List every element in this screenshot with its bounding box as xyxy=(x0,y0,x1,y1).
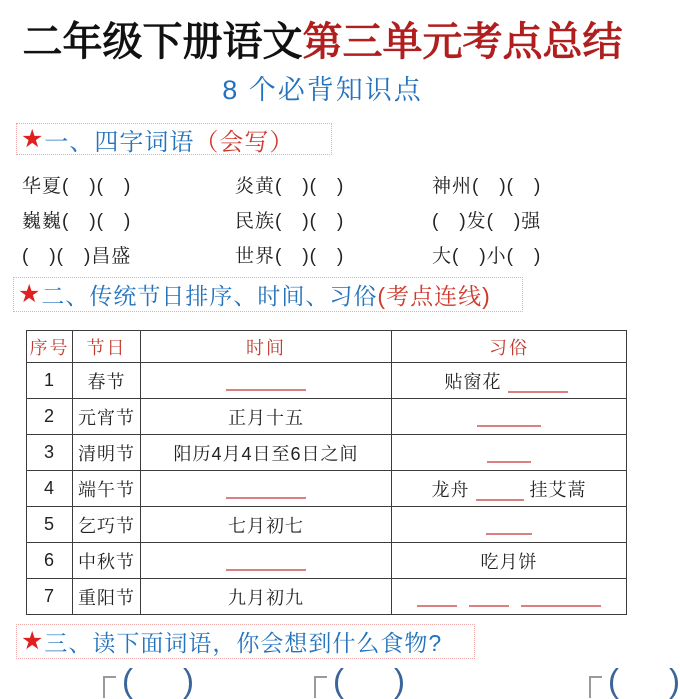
cell-custom xyxy=(392,399,627,435)
custom-text: 挂艾蒿 xyxy=(529,479,587,500)
cell-time: 九月初九 xyxy=(141,579,392,615)
cell-festival: 端午节 xyxy=(73,471,141,507)
cell-number: 7 xyxy=(27,579,73,615)
cell-custom xyxy=(392,471,627,507)
word-cell: 华夏( )( ) xyxy=(22,176,132,197)
table-row xyxy=(27,507,627,543)
star-icon: ★ xyxy=(21,124,44,153)
col-header-festival: 节日 xyxy=(73,331,141,363)
cell-time: 七月初七 xyxy=(141,507,392,543)
open-paren: ( xyxy=(122,662,133,699)
section-1-label: 一、四字词语 xyxy=(44,128,195,156)
blank-line xyxy=(486,521,532,535)
page-title xyxy=(0,10,645,67)
blank-line xyxy=(521,593,601,607)
section-1-note: （会写） xyxy=(194,128,295,156)
col-header-number: 序号 xyxy=(27,331,73,363)
open-paren: ( xyxy=(608,662,619,699)
word-cell: 神州( )( ) xyxy=(432,176,542,197)
bracket-corner-icon xyxy=(314,676,327,698)
word-cell: 巍巍( )( ) xyxy=(22,211,132,232)
cell-festival: 乞巧节 xyxy=(73,507,141,543)
cell-number: 1 xyxy=(27,363,73,399)
blank-line xyxy=(226,557,306,571)
cell-time xyxy=(141,363,392,399)
custom-text: 吃月饼 xyxy=(480,551,538,572)
table-row xyxy=(27,471,627,507)
word-cell: 民族( )( ) xyxy=(235,211,345,232)
bracket-corner-icon xyxy=(103,676,116,698)
cell-time: 正月十五 xyxy=(141,399,392,435)
cell-time: 阳历4月4日至6日之间 xyxy=(141,435,392,471)
section-2-label: 二、传统节日排序、时间、习俗 xyxy=(41,283,378,309)
star-icon: ★ xyxy=(18,280,41,308)
table-row xyxy=(27,579,627,615)
custom-text: 龙舟 xyxy=(431,479,470,500)
cell-festival: 春节 xyxy=(73,363,141,399)
blank-line xyxy=(487,449,531,463)
close-paren: ) xyxy=(394,662,405,699)
cell-festival: 中秋节 xyxy=(73,543,141,579)
word-cell: 大( )小( ) xyxy=(432,246,542,267)
festival-table xyxy=(26,330,627,615)
cell-custom xyxy=(392,435,627,471)
food-item-group xyxy=(589,663,680,699)
cell-number: 3 xyxy=(27,435,73,471)
blank-line xyxy=(476,487,524,501)
star-icon: ★ xyxy=(21,627,44,655)
blank-line xyxy=(226,377,306,391)
blank-line xyxy=(226,485,306,499)
page-subtitle: 8 个必背知识点 xyxy=(222,75,423,105)
cell-time xyxy=(141,543,392,579)
food-item-group xyxy=(314,663,405,699)
custom-text: 贴窗花 xyxy=(444,371,502,392)
cell-number: 6 xyxy=(27,543,73,579)
table-row xyxy=(27,399,627,435)
table-row xyxy=(27,435,627,471)
table-header-row xyxy=(27,331,627,363)
section-3-label: 三、读下面词语，你会想到什么食物? xyxy=(44,630,443,656)
table-row xyxy=(27,363,627,399)
cell-festival: 清明节 xyxy=(73,435,141,471)
cell-custom xyxy=(392,543,627,579)
bracket-corner-icon xyxy=(589,676,602,698)
close-paren: ) xyxy=(183,662,194,699)
cell-custom xyxy=(392,579,627,615)
section-3-header xyxy=(16,624,475,659)
title-black-part: 二年级下册语文 xyxy=(22,19,303,64)
section-2-header xyxy=(13,277,523,312)
word-cell: ( )发( )强 xyxy=(432,211,542,232)
word-cell: 炎黄( )( ) xyxy=(235,176,345,197)
word-cell: ( )( )昌盛 xyxy=(22,246,132,267)
cell-custom xyxy=(392,507,627,543)
close-paren: ) xyxy=(669,662,680,699)
cell-festival: 重阳节 xyxy=(73,579,141,615)
open-paren: ( xyxy=(333,662,344,699)
cell-number: 4 xyxy=(27,471,73,507)
title-red-part: 第三单元考点总结 xyxy=(302,19,623,64)
section-1-header xyxy=(16,123,332,155)
cell-custom xyxy=(392,363,627,399)
blank-line xyxy=(417,593,457,607)
blank-line xyxy=(508,379,568,393)
cell-number: 5 xyxy=(27,507,73,543)
food-item-group xyxy=(103,663,194,699)
cell-number: 2 xyxy=(27,399,73,435)
blank-line xyxy=(477,413,541,427)
cell-festival: 元宵节 xyxy=(73,399,141,435)
blank-line xyxy=(469,593,509,607)
col-header-time: 时间 xyxy=(141,331,392,363)
cell-time xyxy=(141,471,392,507)
word-cell: 世界( )( ) xyxy=(235,246,345,267)
section-2-note: (考点连线) xyxy=(377,283,491,309)
col-header-custom: 习俗 xyxy=(392,331,627,363)
table-row xyxy=(27,543,627,579)
